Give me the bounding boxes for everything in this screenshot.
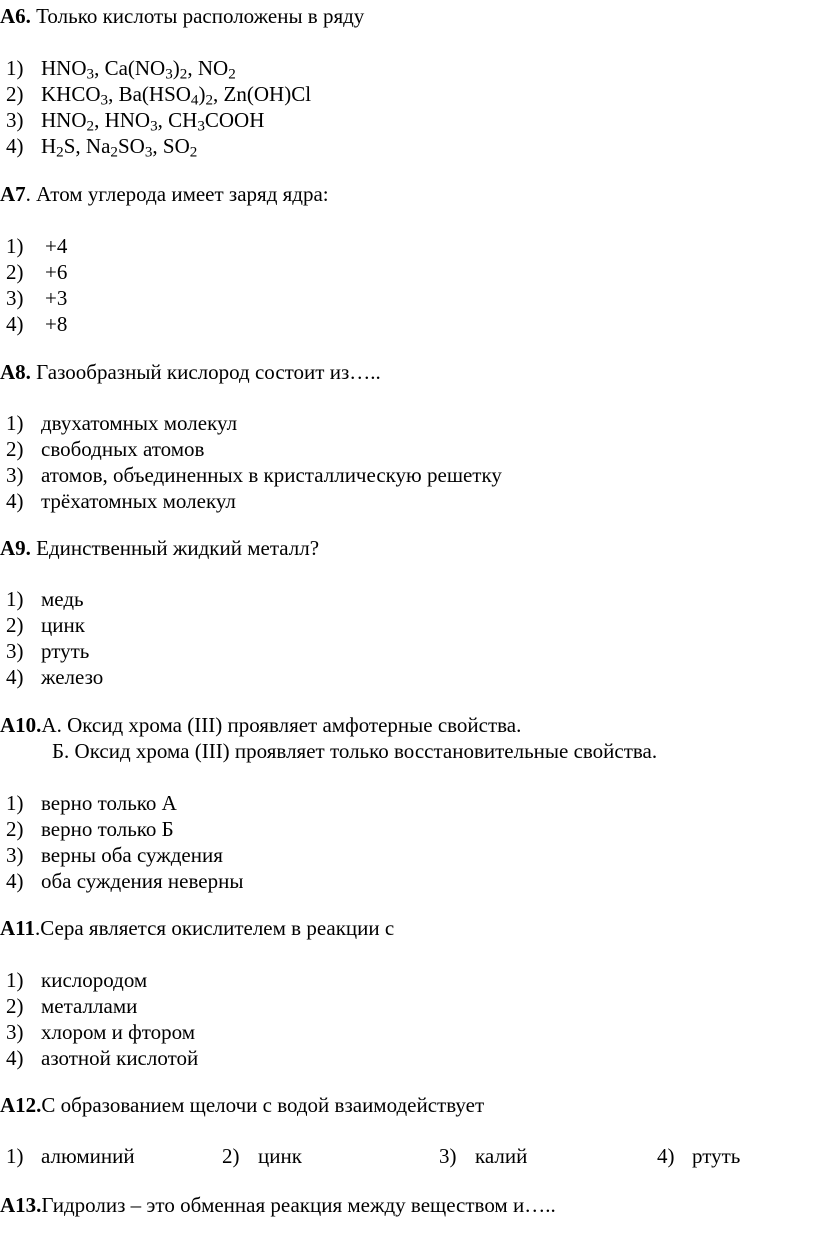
option-label: цинк — [258, 1144, 302, 1168]
question-number: А8. — [0, 360, 31, 384]
option-label: +6 — [45, 260, 68, 284]
option-label: оба суждения неверны — [41, 869, 244, 893]
option-number: 1) — [6, 968, 24, 992]
question-text: Газообразный кислород состоит из….. — [30, 360, 381, 384]
question-a9 — [0, 538, 319, 559]
option-label: верно только А — [41, 791, 177, 815]
question-text: Только кислоты расположены в ряду — [30, 4, 365, 28]
question-a12 — [0, 1095, 484, 1116]
question-number: А13. — [0, 1193, 42, 1217]
question-text: Гидролиз – это обменная реакция между веществом и….. — [41, 1193, 556, 1217]
option-number: 1) — [6, 56, 24, 80]
question-number: А12. — [0, 1093, 42, 1117]
option-number: 2) — [6, 613, 24, 637]
option-number: 1) — [6, 411, 24, 435]
option-number: 3) — [6, 463, 24, 487]
question-a10 — [0, 715, 521, 736]
question-a8 — [0, 362, 381, 383]
option-number: 4) — [6, 1046, 24, 1070]
option-label: +3 — [45, 286, 68, 310]
option-formula: $HNO_3$, $Ca(NO_3)_2$, $NO_2$ — [41, 56, 236, 83]
option-label: верно только Б — [41, 817, 174, 841]
question-number: А9. — [0, 536, 31, 560]
option-formula: $HNO_2$, $HNO_3$, $CH_3COOH$ — [41, 108, 265, 135]
option-label: верны оба суждения — [41, 843, 223, 867]
question-number: А11 — [0, 916, 36, 940]
option-label: атомов, объединенных в кристаллическую решетку — [41, 463, 502, 487]
question-text: .Сера является окислителем в реакции с — [35, 916, 395, 940]
question-a11 — [0, 918, 394, 939]
option-label: калий — [475, 1144, 528, 1168]
option-label: алюминий — [41, 1144, 135, 1168]
option-number: 1) — [6, 234, 24, 258]
option-number: 1) — [6, 791, 24, 815]
option-number: 2) — [6, 82, 24, 106]
question-a7 — [0, 184, 329, 205]
question-text: С образованием щелочи с водой взаимодействует — [41, 1093, 485, 1117]
option-formula: $H_2S$, $Na_2SO_3$, $SO_2$ — [41, 134, 198, 161]
option-number: 3) — [6, 843, 24, 867]
option-formula: $KHCO_3$, $Ba(HSO_4)_2$, Zn(OH)Cl — [41, 82, 312, 109]
option-number: 2) — [6, 817, 24, 841]
option-number: 4) — [6, 134, 24, 158]
question-text: Единственный жидкий металл? — [30, 536, 320, 560]
option-number: 2) — [6, 437, 24, 461]
option-label: ртуть — [692, 1144, 741, 1168]
option-number: 4) — [657, 1144, 675, 1168]
option-number: 3) — [6, 1020, 24, 1044]
option-number: 4) — [6, 489, 24, 513]
question-text-b: Б. Оксид хрома (III) проявляет только восстановительные свойства. — [52, 739, 658, 763]
option-number: 1) — [6, 587, 24, 611]
option-label: азотной кислотой — [41, 1046, 199, 1070]
option-number: 3) — [6, 639, 24, 663]
option-number: 3) — [6, 286, 24, 310]
option-number: 3) — [439, 1144, 457, 1168]
question-a6 — [0, 6, 364, 27]
option-label: хлором и фтором — [41, 1020, 196, 1044]
option-label: свободных атомов — [41, 437, 205, 461]
option-label: трёхатомных молекул — [41, 489, 236, 513]
option-label: +8 — [45, 312, 68, 336]
question-text: А. Оксид хрома (III) проявляет амфотерные свойства. — [41, 713, 522, 737]
option-label: медь — [41, 587, 84, 611]
option-number: 3) — [6, 108, 24, 132]
option-number: 2) — [6, 260, 24, 284]
option-label: ртуть — [41, 639, 90, 663]
option-number: 4) — [6, 312, 24, 336]
question-number: А6. — [0, 4, 31, 28]
option-label: двухатомных молекул — [41, 411, 238, 435]
option-number: 1) — [6, 1144, 24, 1168]
option-label: железо — [41, 665, 104, 689]
option-label: +4 — [45, 234, 68, 258]
option-number: 2) — [6, 994, 24, 1018]
option-label: кислородом — [41, 968, 148, 992]
option-number: 4) — [6, 869, 24, 893]
question-text: . Атом углерода имеет заряд ядра: — [25, 182, 329, 206]
option-label: цинк — [41, 613, 85, 637]
question-number: А10. — [0, 713, 42, 737]
option-label: металлами — [41, 994, 138, 1018]
question-a13 — [0, 1195, 556, 1216]
option-number: 2) — [222, 1144, 240, 1168]
question-number: А7 — [0, 182, 26, 206]
option-number: 4) — [6, 665, 24, 689]
